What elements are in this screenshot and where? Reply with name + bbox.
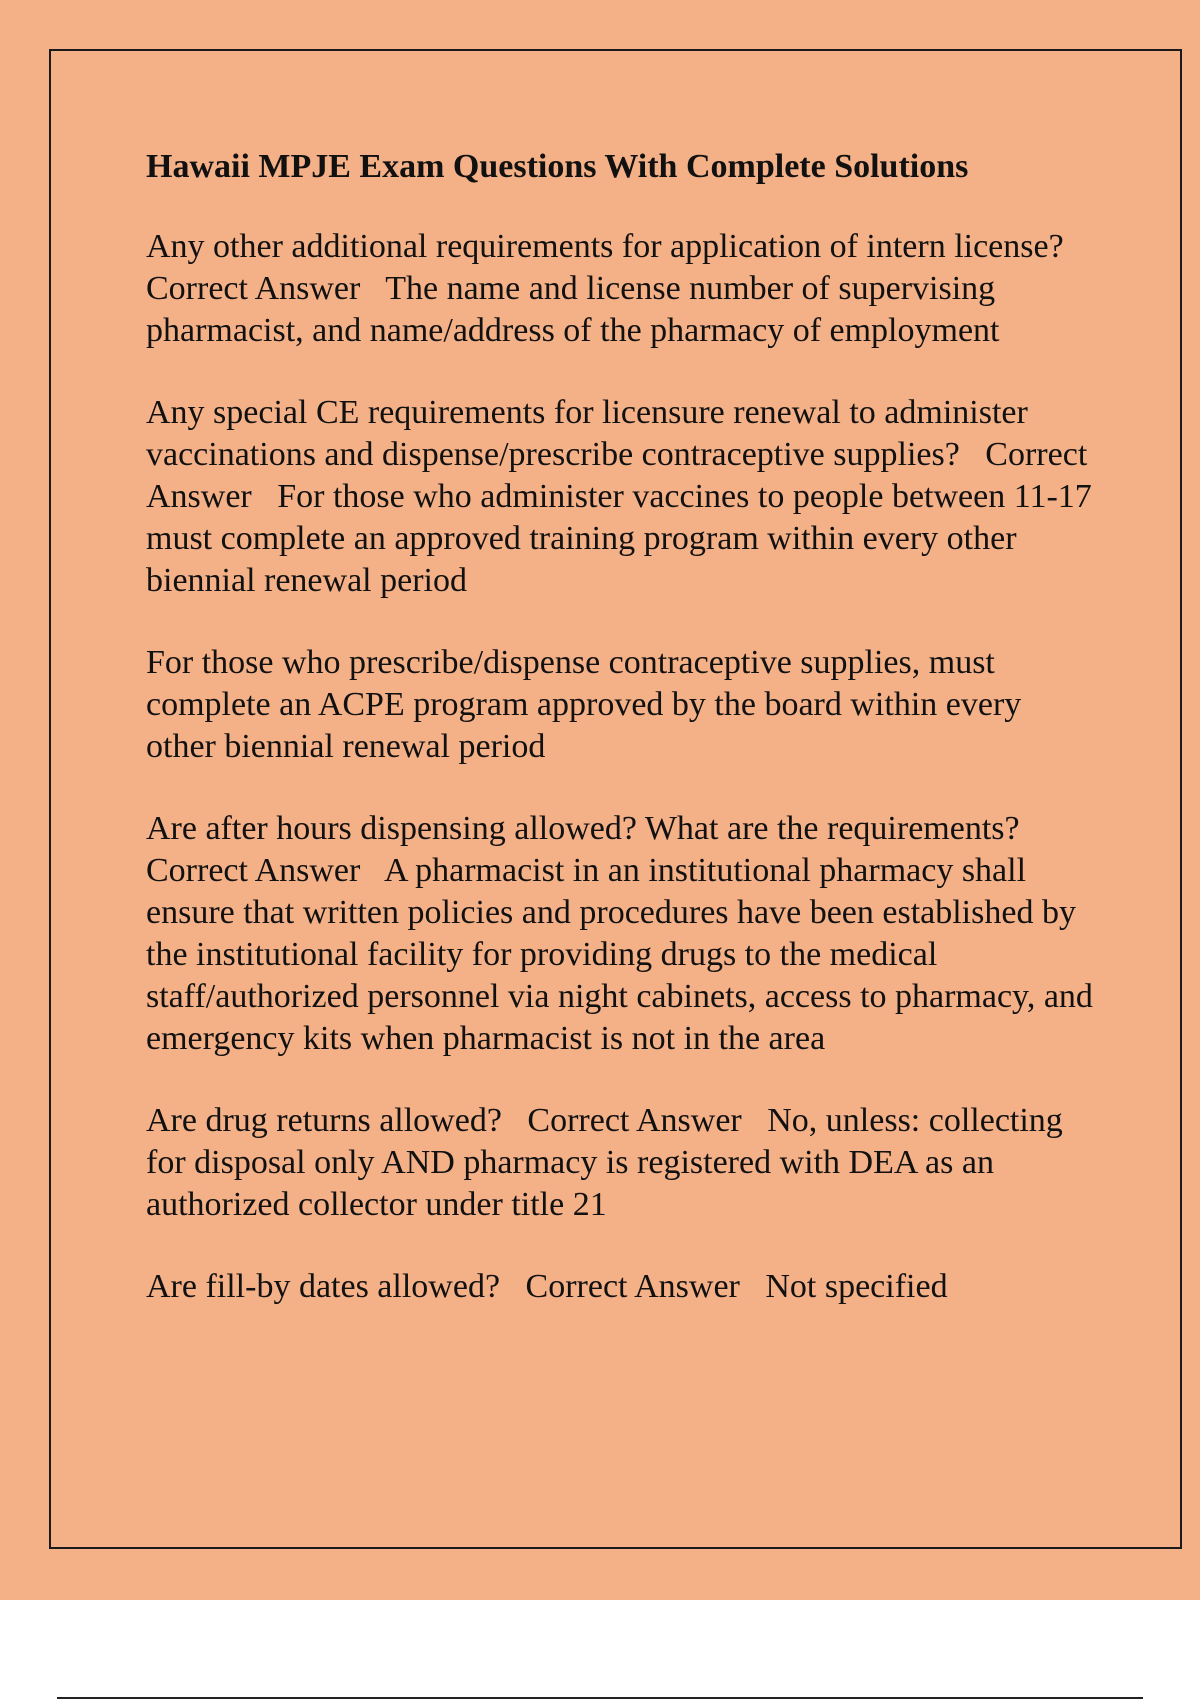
qa-drug-returns: Are drug returns allowed? Correct Answer No, unless: collecting for disposal only AND pharmacy is registered with DEA as an authorized collector under title 21: [146, 1102, 1072, 1223]
document-title: Hawaii MPJE Exam Questions With Complete Solutions: [146, 148, 969, 185]
footer-divider: [57, 1697, 1143, 1699]
qa-ce-requirements: Any special CE requirements for licensure renewal to administer vaccinations and dispense/prescribe contraceptive supplies? Correct Answer For those who administer vaccines to people between 11-17 must complete an approved training program within every other biennial renewal period: [146, 394, 1101, 599]
qa-contraceptive-ce: For those who prescribe/dispense contraceptive supplies, must complete an ACPE program approved by the board within every other biennial renewal period: [146, 644, 1030, 765]
qa-fill-by-dates: Are fill-by dates allowed? Correct Answer Not specified: [146, 1268, 948, 1305]
qa-after-hours-dispensing: Are after hours dispensing allowed? What are the requirements? Correct Answer A pharmacist in an institutional pharmacy shall ensure that written policies and procedures have been established by the institutional facility for providing drugs to the medical staff/authorized personnel via night cabinets, access to pharmacy, and emergency kits when pharmacist is not in the area: [146, 810, 1102, 1057]
document-content: [146, 140, 1102, 1348]
qa-intern-license: Any other additional requirements for application of intern license? Correct Answer The name and license number of supervising pharmacist, and name/address of the pharmacy of employment: [146, 228, 1090, 349]
